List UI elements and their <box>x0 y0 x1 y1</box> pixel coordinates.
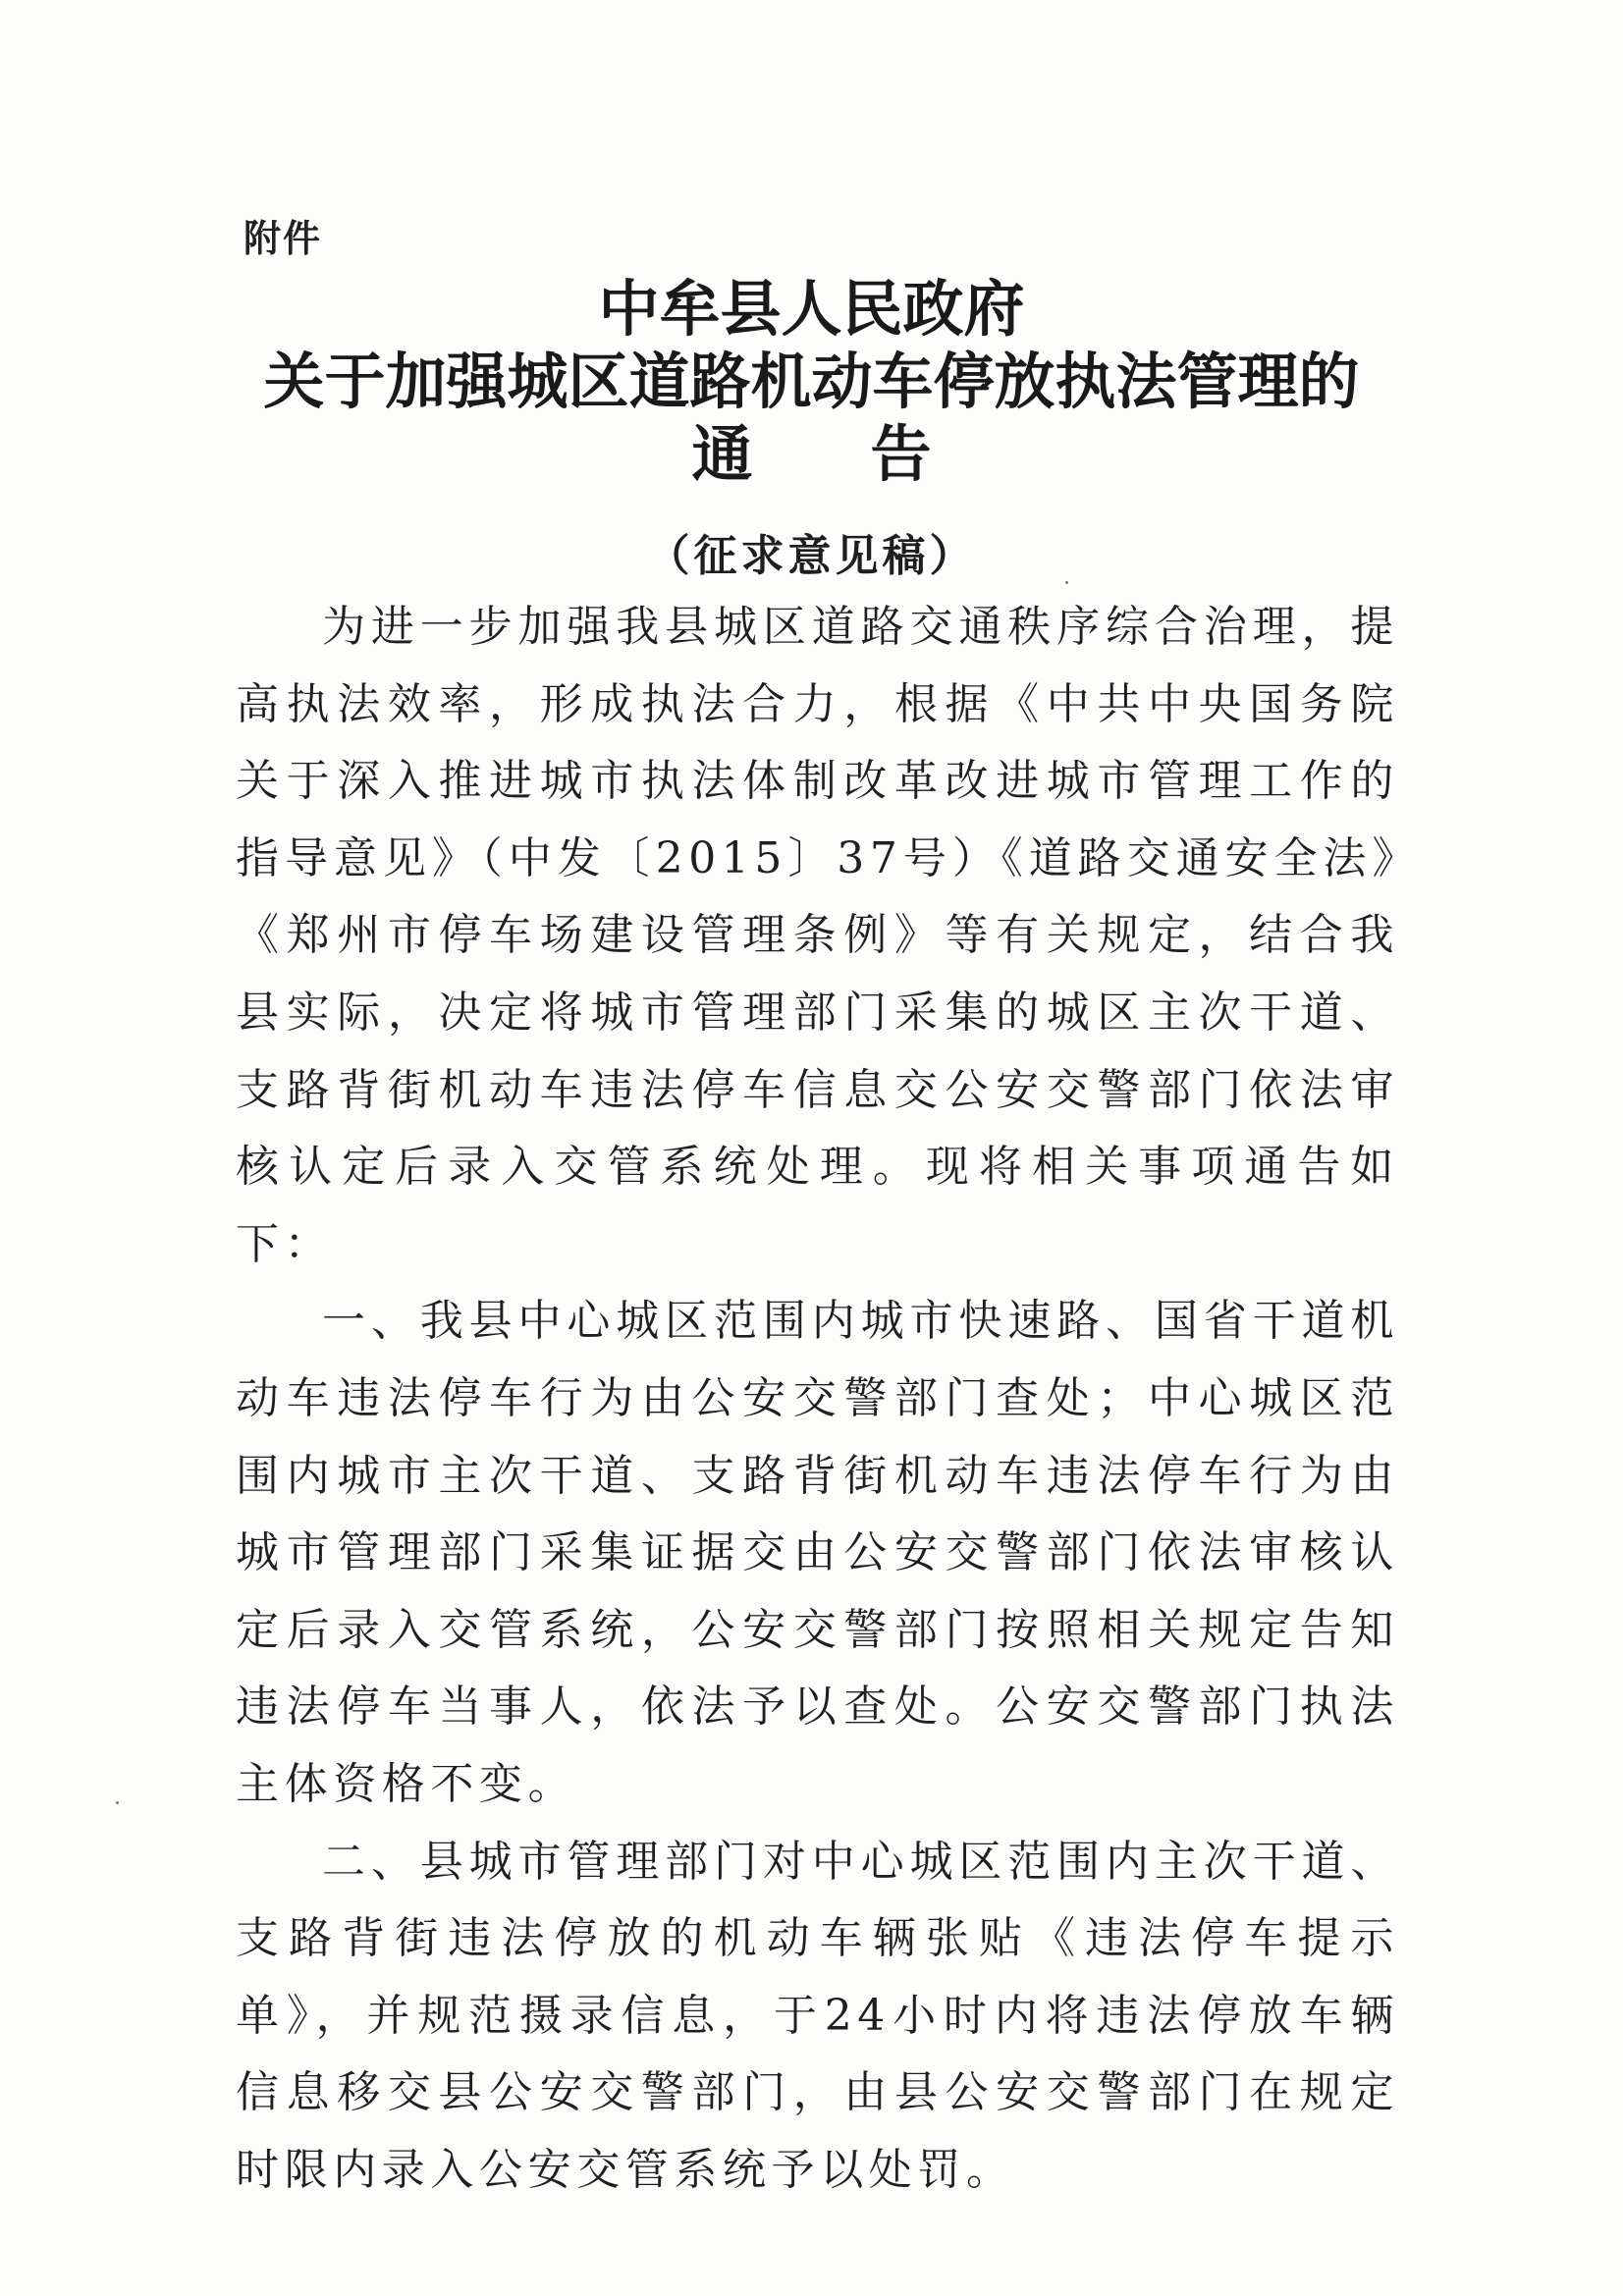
scan-speck <box>1065 581 1068 584</box>
scan-speck <box>116 1801 119 1804</box>
document-body <box>236 589 1399 2209</box>
paragraph-intro: 为进一步加强我县城区道路交通秩序综合治理，提高执法效率，形成执法合力，根据《中共中央国务院关于深入推进城市执法体制改革改进城市管理工作的指导意见》（中发〔2015〕37号）《道路交通安全法》《郑州市停车场建设管理条例》等有关规定，结合我县实际，决定将城市管理部门采集的城区主次干道、支路背街机动车违法停车信息交公安交警部门依法审核认定后录入交管系统处理。现将相关事项通告如下： <box>236 602 1399 1269</box>
title-line-subject: 关于加强城区道路机动车停放执法管理的 <box>263 346 1360 417</box>
document-title <box>0 273 1623 491</box>
title-line-notice: 通告 <box>691 418 1050 490</box>
draft-subtitle: （征求意见稿） <box>646 531 977 581</box>
paragraph-item-one: 一、我县中心城区范围内城市快速路、国省干道机动车违法停车行为由公安交警部门查处；中心城区范围内城市主次干道、支路背街机动车违法停车行为由城市管理部门采集证据交由公安交警部门依法审核认定后录入交管系统，公安交警部门按照相关规定告知违法停车当事人，依法予以查处。公安交警部门执法主体资格不变。 <box>236 1296 1399 1809</box>
paragraph-item-two: 二、县城市管理部门对中心城区范围内主次干道、支路背街违法停放的机动车辆张贴《违法停车提示单》，并规范摄录信息，于24小时内将违法停放车辆信息移交县公安交警部门，由县公安交警部门在规定时限内录入公安交管系统予以处罚。 <box>236 1836 1399 2195</box>
title-line-issuer: 中牟县人民政府 <box>598 273 1025 345</box>
attachment-label: 附件 <box>243 217 323 260</box>
